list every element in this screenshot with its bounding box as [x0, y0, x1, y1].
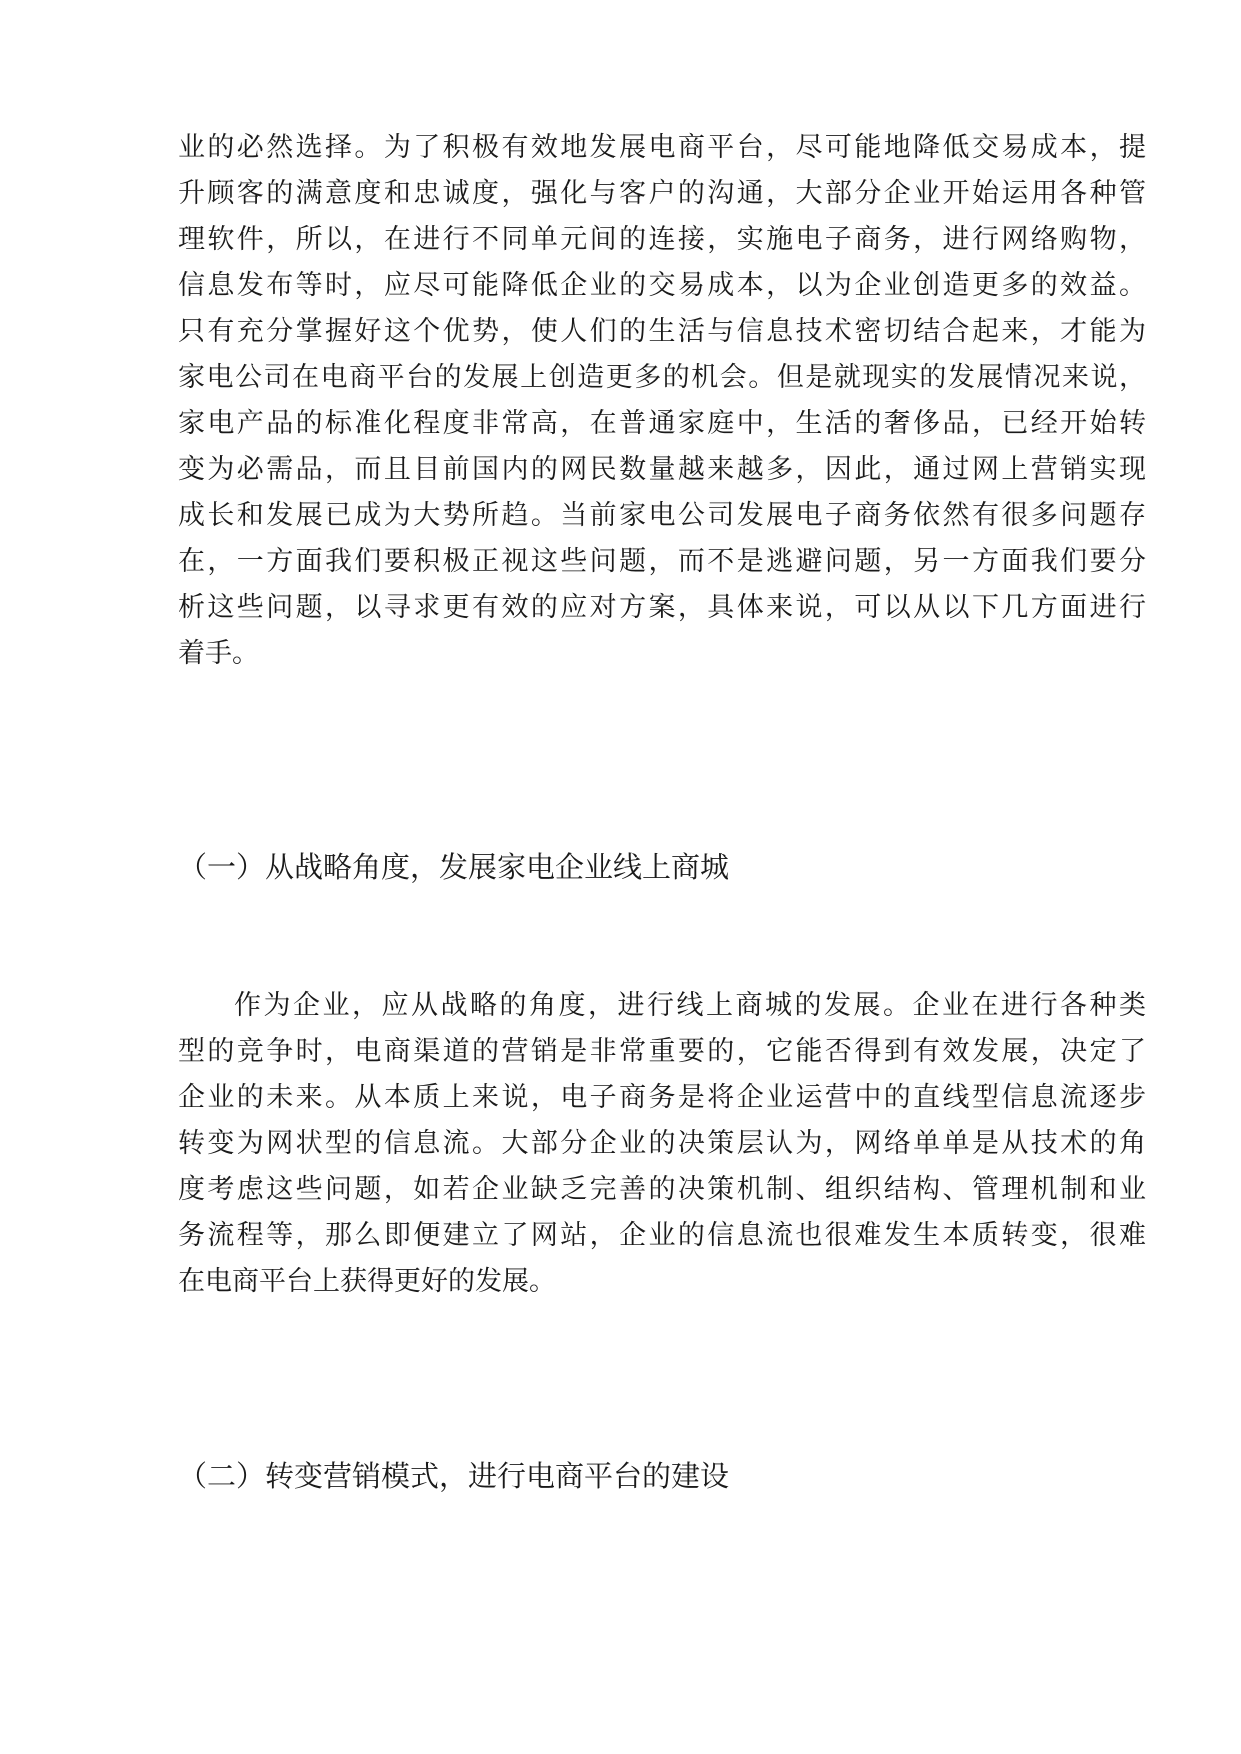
section-heading: （二）转变营销模式，进行电商平台的建设	[178, 1459, 730, 1493]
paragraph-line: 只有充分掌握好这个优势，使人们的生活与信息技术密切结合起来，才能为	[178, 316, 1146, 347]
paragraph-line: 企业的未来。从本质上来说，电子商务是将企业运营中的直线型信息流逐步	[178, 1082, 1146, 1113]
paragraph-line: 度考虑这些问题，如若企业缺乏完善的决策机制、组织结构、管理机制和业	[178, 1174, 1146, 1205]
paragraph-line: 信息发布等时，应尽可能降低企业的交易成本，以为企业创造更多的效益。	[178, 270, 1146, 301]
paragraph-line: 着手。	[178, 638, 259, 669]
paragraph-line: 家电公司在电商平台的发展上创造更多的机会。但是就现实的发展情况来说，	[178, 362, 1146, 393]
paragraph-line: 在电商平台上获得更好的发展。	[178, 1266, 556, 1297]
paragraph-line: 家电产品的标准化程度非常高，在普通家庭中，生活的奢侈品，已经开始转	[178, 408, 1146, 439]
paragraph-line: 成长和发展已成为大势所趋。当前家电公司发展电子商务依然有很多问题存	[178, 500, 1146, 531]
paragraph-line: 型的竞争时，电商渠道的营销是非常重要的，它能否得到有效发展，决定了	[178, 1036, 1146, 1067]
paragraph-line: 升顾客的满意度和忠诚度，强化与客户的沟通，大部分企业开始运用各种管	[178, 178, 1146, 209]
paragraph-line: 作为企业，应从战略的角度，进行线上商城的发展。企业在进行各种类	[234, 990, 1146, 1021]
paragraph-line: 理软件，所以，在进行不同单元间的连接，实施电子商务，进行网络购物，	[178, 224, 1146, 255]
paragraph-line: 转变为网状型的信息流。大部分企业的决策层认为，网络单单是从技术的角	[178, 1128, 1146, 1159]
paragraph-line: 在，一方面我们要积极正视这些问题，而不是逃避问题，另一方面我们要分	[178, 546, 1146, 577]
paragraph-line: 务流程等，那么即便建立了网站，企业的信息流也很难发生本质转变，很难	[178, 1220, 1146, 1251]
paragraph-line: 业的必然选择。为了积极有效地发展电商平台，尽可能地降低交易成本，提	[178, 132, 1146, 163]
paragraph-line: 变为必需品，而且目前国内的网民数量越来越多，因此，通过网上营销实现	[178, 454, 1146, 485]
paragraph-line: 析这些问题，以寻求更有效的应对方案，具体来说，可以从以下几方面进行	[178, 592, 1146, 623]
section-heading: （一）从战略角度，发展家电企业线上商城	[178, 850, 730, 884]
body-paragraph	[178, 983, 1146, 1305]
body-paragraph	[178, 125, 1146, 677]
